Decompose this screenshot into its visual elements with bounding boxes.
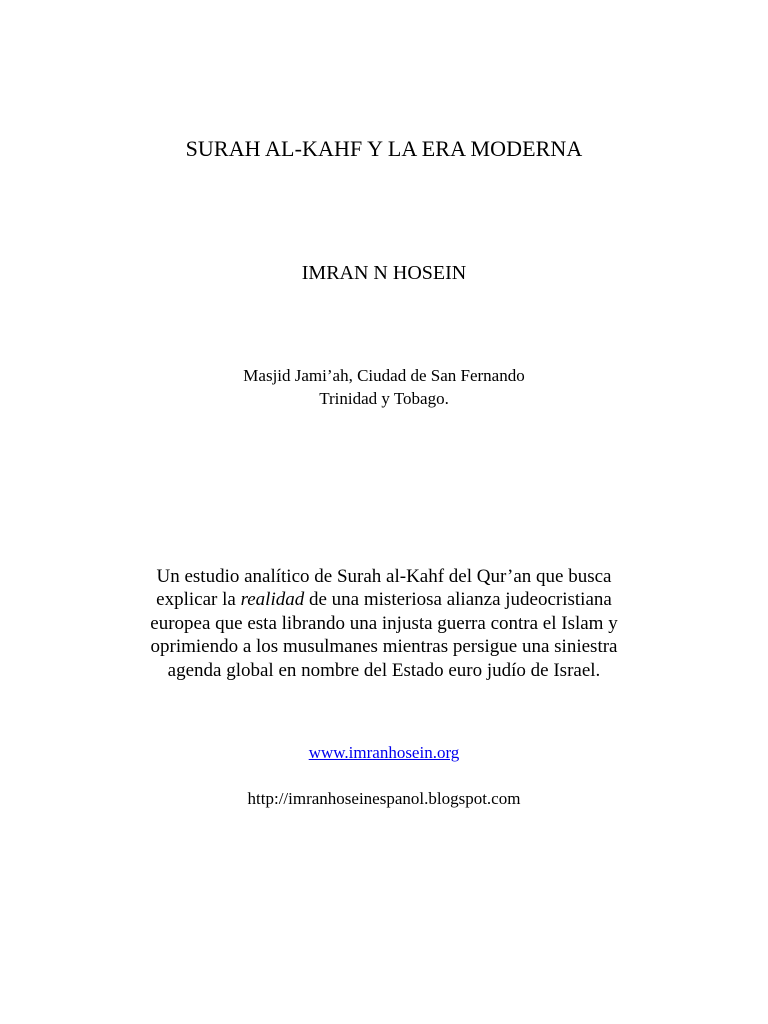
abstract-line-4: oprimiendo a los musulmanes mientras persigue una siniestra <box>150 636 618 658</box>
blog-url: http://imranhoseinespanol.blogspot.com <box>247 789 521 808</box>
abstract-italic-word: realidad <box>240 589 305 611</box>
abstract-line-3: europea que esta librando una injusta guerra contra el Islam y <box>150 612 618 634</box>
website-link-row <box>0 743 768 763</box>
abstract-line-2-start: explicar la <box>156 589 241 611</box>
abstract-line-2 <box>84 588 684 611</box>
location-block <box>0 364 768 410</box>
abstract-line-5: agenda global en nombre del Estado euro judío de Israel. <box>167 659 601 681</box>
abstract-paragraph <box>84 565 684 682</box>
abstract-line-1: Un estudio analítico de Surah al-Kahf del Qur’an que busca <box>156 566 612 587</box>
location-line-2: Trinidad y Tobago. <box>319 389 449 408</box>
location-line-1: Masjid Jami’ah, Ciudad de San Fernando <box>243 366 525 385</box>
document-title: SURAH AL-KAHF Y LA ERA MODERNA <box>185 136 583 161</box>
website-link[interactable]: www.imranhosein.org <box>308 743 460 762</box>
abstract-line-2-end: de una misteriosa alianza judeocristiana <box>304 589 612 611</box>
author-name: IMRAN N HOSEIN <box>301 262 467 284</box>
